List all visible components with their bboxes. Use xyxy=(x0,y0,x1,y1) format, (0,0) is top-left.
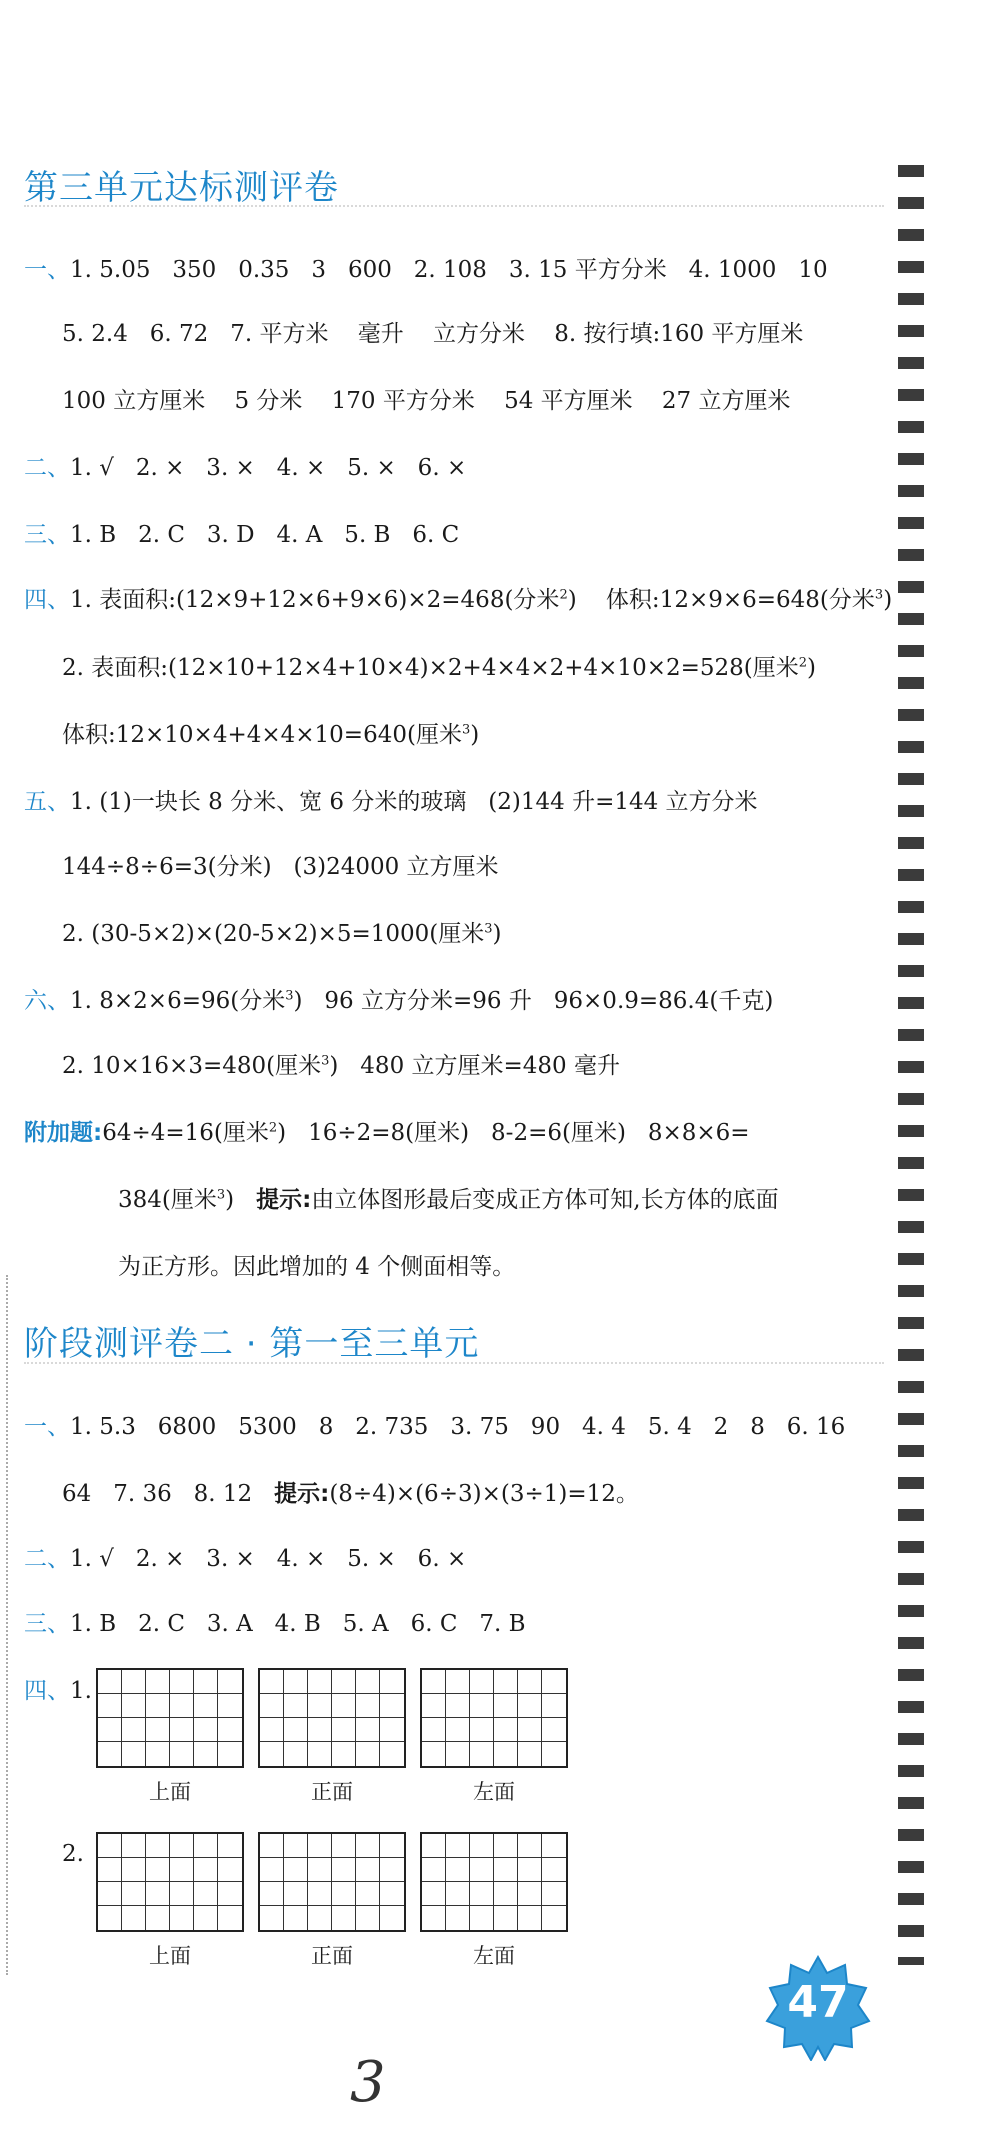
grid-cell xyxy=(194,1882,218,1906)
grid-cell xyxy=(542,1742,566,1766)
grid-cell xyxy=(122,1882,146,1906)
s1-line-10: 144÷8÷6=3(分米) (3)24000 立方厘米 xyxy=(62,854,499,880)
grid-cell xyxy=(308,1742,332,1766)
grid-cell xyxy=(284,1742,308,1766)
grid-cell xyxy=(542,1834,566,1858)
grid-cell xyxy=(494,1906,518,1930)
grid-cell xyxy=(146,1694,170,1718)
grid-cell xyxy=(422,1694,446,1718)
grid-cell xyxy=(122,1670,146,1694)
grid-cell xyxy=(380,1906,404,1930)
s1-line-5: 三、1. B 2. C 3. D 4. A 5. B 6. C xyxy=(24,522,460,548)
grid-cell xyxy=(146,1742,170,1766)
grid-cell xyxy=(356,1718,380,1742)
grid-2-left-view xyxy=(420,1832,568,1970)
grid-cell xyxy=(98,1718,122,1742)
grid-cell xyxy=(422,1906,446,1930)
grid-cell xyxy=(446,1882,470,1906)
grid-cell xyxy=(308,1718,332,1742)
grid-cell xyxy=(122,1742,146,1766)
grid-cell xyxy=(260,1670,284,1694)
grid-cell xyxy=(146,1718,170,1742)
grid-cell xyxy=(308,1670,332,1694)
grid-cells xyxy=(420,1832,568,1932)
grid-cell xyxy=(260,1718,284,1742)
grid-cell xyxy=(170,1742,194,1766)
section1-title: 第三单元达标测评卷 xyxy=(24,168,339,208)
grid-cell xyxy=(260,1834,284,1858)
grid-cell xyxy=(380,1742,404,1766)
grid-cell xyxy=(470,1906,494,1930)
grid-cell xyxy=(332,1882,356,1906)
grid-cell xyxy=(194,1858,218,1882)
grid-cell xyxy=(218,1906,242,1930)
s1-hint-label: 提示: xyxy=(256,1187,312,1213)
grid-cells xyxy=(258,1668,406,1768)
handwritten-mark: 3 xyxy=(350,2050,386,2115)
s2-line-4: 三、1. B 2. C 3. A 4. B 5. A 6. C 7. B xyxy=(24,1611,526,1637)
grid-cell xyxy=(170,1882,194,1906)
grid-cell xyxy=(356,1882,380,1906)
grid-cell xyxy=(518,1694,542,1718)
grid-cell xyxy=(218,1694,242,1718)
grid-cell xyxy=(422,1858,446,1882)
grid-cell xyxy=(356,1742,380,1766)
grid-cell xyxy=(194,1694,218,1718)
grid-cell xyxy=(470,1694,494,1718)
grid-cell xyxy=(494,1670,518,1694)
page-number: 47 xyxy=(787,1977,849,2028)
grid-cell xyxy=(470,1742,494,1766)
grid-cell xyxy=(518,1718,542,1742)
grid-cell xyxy=(332,1858,356,1882)
grid-cell xyxy=(170,1906,194,1930)
grid-1-left-view xyxy=(420,1668,568,1806)
grid-cell xyxy=(470,1834,494,1858)
s2-marker-2: 二、 xyxy=(24,1546,70,1572)
grid-cell xyxy=(332,1670,356,1694)
page-number-badge xyxy=(765,1955,871,2061)
grid-cell xyxy=(494,1694,518,1718)
s1-line-15: 384(厘米$^3$) 提示:由立体图形最后变成正方体可知,长方体的底面 xyxy=(118,1187,779,1213)
grid-cell xyxy=(98,1670,122,1694)
grid-cell xyxy=(332,1906,356,1930)
grid-cells xyxy=(96,1832,244,1932)
s1-line-11: 2. (30-5×2)×(20-5×2)×5=1000(厘米$^3$) xyxy=(62,921,502,947)
grid-cell xyxy=(446,1670,470,1694)
grid-cell xyxy=(380,1834,404,1858)
grid-cell xyxy=(170,1834,194,1858)
grid-cell xyxy=(260,1742,284,1766)
grid-cell xyxy=(308,1858,332,1882)
s1-line-4: 二、1. √ 2. × 3. × 4. × 5. × 6. × xyxy=(24,455,467,481)
grid-cell xyxy=(446,1742,470,1766)
s1-line-7: 2. 表面积:(12×10+12×4+10×4)×2+4×4×2+4×10×2=528(厘米$^2$) xyxy=(62,655,817,681)
grid-cell xyxy=(284,1906,308,1930)
grid-cell xyxy=(332,1834,356,1858)
s2-line-6: 2. xyxy=(62,1841,84,1867)
s2-line-1: 一、1. 5.3 6800 5300 8 2. 735 3. 75 90 4. 4 5. 4 2 8 6. 16 xyxy=(24,1414,846,1440)
grid-cell xyxy=(542,1858,566,1882)
grid-cell xyxy=(260,1882,284,1906)
grid-cell xyxy=(494,1882,518,1906)
s1-line-6: 四、1. 表面积:(12×9+12×6+9×6)×2=468(分米$^2$) 体积:12×9×6=648(分米$^3$) xyxy=(24,587,893,613)
grid-2-front-view xyxy=(258,1832,406,1970)
grid-cell xyxy=(170,1858,194,1882)
s1-line-13: 2. 10×16×3=480(厘米$^3$) 480 立方厘米=480 毫升 xyxy=(62,1053,620,1079)
s1-line-2: 5. 2.4 6. 72 7. 平方米 毫升 立方分米 8. 按行填:160 平方厘米 xyxy=(62,321,804,347)
s2-marker-3: 三、 xyxy=(24,1611,70,1637)
section2-title-rule xyxy=(24,1362,884,1364)
grid-cell xyxy=(122,1694,146,1718)
grid-cell xyxy=(98,1882,122,1906)
grid-cell xyxy=(218,1858,242,1882)
s2-marker-1: 一、 xyxy=(24,1414,70,1440)
grid-cell xyxy=(470,1882,494,1906)
grid-cell xyxy=(218,1718,242,1742)
grid-cell xyxy=(146,1834,170,1858)
s1-marker-1: 一、 xyxy=(24,257,70,283)
s1-line-1: 一、1. 5.05 350 0.35 3 600 2. 108 3. 15 平方分米 4. 1000 10 xyxy=(24,257,828,283)
s1-marker-4: 四、 xyxy=(24,587,70,613)
grid-cell xyxy=(194,1834,218,1858)
grid-1-front-view xyxy=(258,1668,406,1806)
s1-marker-6: 六、 xyxy=(24,988,70,1014)
grid-cell xyxy=(260,1694,284,1718)
grid-cell xyxy=(446,1834,470,1858)
grid-cell xyxy=(218,1670,242,1694)
grid-cell xyxy=(518,1670,542,1694)
grid-cells xyxy=(96,1668,244,1768)
grid-cell xyxy=(494,1742,518,1766)
grid-cell xyxy=(194,1670,218,1694)
s1-line-14: 附加题:64÷4=16(厘米$^2$) 16÷2=8(厘米) 8-2=6(厘米) 8×8×6= xyxy=(24,1120,750,1146)
grid-cells xyxy=(258,1832,406,1932)
grid-cell xyxy=(542,1694,566,1718)
grid-cell xyxy=(422,1742,446,1766)
grid-cell xyxy=(542,1906,566,1930)
grid-cell xyxy=(122,1906,146,1930)
grid-cell xyxy=(260,1906,284,1930)
grid-cell xyxy=(422,1670,446,1694)
grid-cells xyxy=(420,1668,568,1768)
grid-cell xyxy=(446,1858,470,1882)
grid-caption: 左面 xyxy=(473,1780,515,1804)
grid-cell xyxy=(170,1694,194,1718)
grid-cell xyxy=(122,1718,146,1742)
grid-cell xyxy=(356,1906,380,1930)
grid-cell xyxy=(194,1906,218,1930)
grid-cell xyxy=(470,1858,494,1882)
grid-cell xyxy=(98,1834,122,1858)
grid-cell xyxy=(422,1882,446,1906)
s1-line-12: 六、1. 8×2×6=96(分米$^3$) 96 立方分米=96 升 96×0.9=86.4(千克) xyxy=(24,988,774,1014)
grid-cell xyxy=(218,1882,242,1906)
grid-cell xyxy=(332,1742,356,1766)
s1-line-16: 为正方形。因此增加的 4 个侧面相等。 xyxy=(118,1254,516,1280)
s1-marker-5: 五、 xyxy=(24,789,70,815)
grid-cell xyxy=(308,1834,332,1858)
grid-cell xyxy=(380,1882,404,1906)
grid-cell xyxy=(284,1882,308,1906)
grid-cell xyxy=(98,1742,122,1766)
grid-cell xyxy=(284,1694,308,1718)
grid-1-top-view xyxy=(96,1668,244,1806)
grid-cell xyxy=(422,1718,446,1742)
grid-caption: 正面 xyxy=(311,1944,353,1968)
grid-cell xyxy=(518,1882,542,1906)
grid-cell xyxy=(194,1742,218,1766)
grid-cell xyxy=(98,1694,122,1718)
grid-cell xyxy=(146,1882,170,1906)
grid-cell xyxy=(122,1834,146,1858)
grid-caption: 左面 xyxy=(473,1944,515,1968)
grid-cell xyxy=(284,1670,308,1694)
grid-cell xyxy=(542,1718,566,1742)
grid-cell xyxy=(356,1694,380,1718)
grid-cell xyxy=(170,1670,194,1694)
s2-marker-4: 四、 xyxy=(24,1678,70,1704)
grid-cell xyxy=(380,1670,404,1694)
grid-cell xyxy=(518,1906,542,1930)
s2-hint-label: 提示: xyxy=(274,1481,330,1507)
s1-line-8: 体积:12×10×4+4×4×10=640(厘米$^3$) xyxy=(62,722,480,748)
grid-cell xyxy=(284,1858,308,1882)
grid-cell xyxy=(98,1906,122,1930)
grid-cell xyxy=(308,1906,332,1930)
grid-cell xyxy=(146,1906,170,1930)
left-dotted-margin xyxy=(6,1275,8,1975)
grid-cell xyxy=(284,1834,308,1858)
s2-line-3: 二、1. √ 2. × 3. × 4. × 5. × 6. × xyxy=(24,1546,467,1572)
s1-marker-bonus: 附加题: xyxy=(24,1120,103,1146)
grid-cell xyxy=(542,1882,566,1906)
grid-cell xyxy=(218,1742,242,1766)
grid-cell xyxy=(308,1694,332,1718)
grid-cell xyxy=(494,1858,518,1882)
s1-line-3: 100 立方厘米 5 分米 170 平方分米 54 平方厘米 27 立方厘米 xyxy=(62,388,791,414)
grid-cell xyxy=(122,1858,146,1882)
grid-cell xyxy=(146,1670,170,1694)
binding-edge-marks xyxy=(898,165,924,1965)
s1-marker-2: 二、 xyxy=(24,455,70,481)
grid-cell xyxy=(542,1670,566,1694)
s1-line-9: 五、1. (1)一块长 8 分米、宽 6 分米的玻璃 (2)144 升=144 立方分米 xyxy=(24,789,758,815)
grid-cell xyxy=(518,1742,542,1766)
grid-cell xyxy=(470,1670,494,1694)
section2-title: 阶段测评卷二 · 第一至三单元 xyxy=(24,1324,480,1364)
grid-cell xyxy=(170,1718,194,1742)
s1-marker-3: 三、 xyxy=(24,522,70,548)
grid-cell xyxy=(332,1718,356,1742)
grid-cell xyxy=(380,1858,404,1882)
grid-cell xyxy=(356,1834,380,1858)
grid-cell xyxy=(218,1834,242,1858)
section1-title-rule xyxy=(24,205,884,207)
grid-cell xyxy=(494,1718,518,1742)
grid-cell xyxy=(98,1858,122,1882)
grid-cell xyxy=(446,1694,470,1718)
grid-caption: 上面 xyxy=(149,1944,191,1968)
grid-cell xyxy=(470,1718,494,1742)
grid-caption: 上面 xyxy=(149,1780,191,1804)
grid-cell xyxy=(380,1694,404,1718)
s2-line-5: 四、1. xyxy=(24,1678,92,1704)
grid-cell xyxy=(446,1718,470,1742)
grid-cell xyxy=(308,1882,332,1906)
grid-cell xyxy=(518,1858,542,1882)
grid-cell xyxy=(446,1906,470,1930)
grid-cell xyxy=(494,1834,518,1858)
grid-cell xyxy=(284,1718,308,1742)
grid-cell xyxy=(422,1834,446,1858)
s2-line-2: 64 7. 36 8. 12 提示:(8÷4)×(6÷3)×(3÷1)=12。 xyxy=(62,1481,639,1507)
grid-caption: 正面 xyxy=(311,1780,353,1804)
grid-cell xyxy=(380,1718,404,1742)
grid-cell xyxy=(260,1858,284,1882)
grid-cell xyxy=(146,1858,170,1882)
grid-2-top-view xyxy=(96,1832,244,1970)
grid-cell xyxy=(332,1694,356,1718)
grid-cell xyxy=(518,1834,542,1858)
grid-cell xyxy=(356,1670,380,1694)
grid-cell xyxy=(356,1858,380,1882)
grid-cell xyxy=(194,1718,218,1742)
